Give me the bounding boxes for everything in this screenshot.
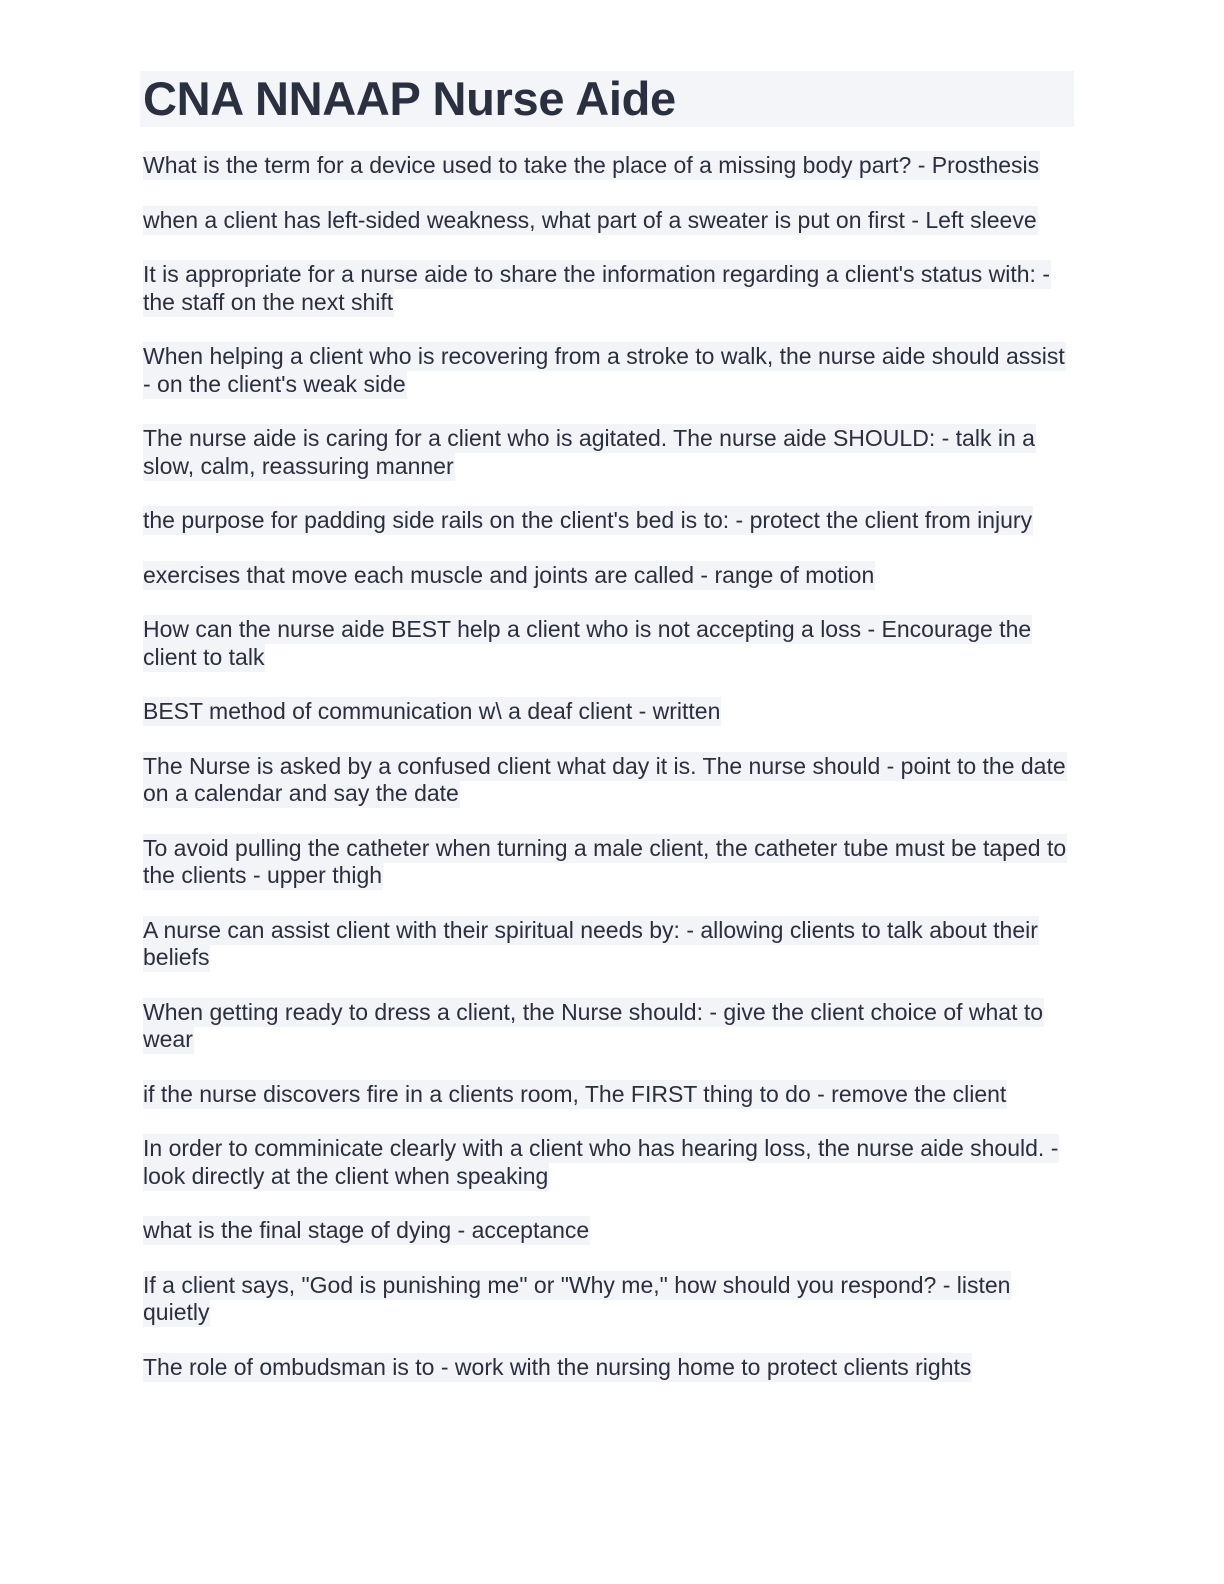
qa-text: The nurse aide is caring for a client who is agitated. The nurse aide SHOULD: - talk in a slow, calm, reassuring manner bbox=[143, 425, 1035, 479]
qa-text: A nurse can assist client with their spiritual needs by: - allowing clients to talk about their beliefs bbox=[143, 916, 1038, 970]
qa-item bbox=[143, 1135, 1073, 1190]
qa-text: If a client says, "God is punishing me" or "Why me," how should you respond? - listen quietly bbox=[143, 1271, 1011, 1325]
qa-text: exercises that move each muscle and joints are called - range of motion bbox=[143, 561, 875, 588]
qa-item bbox=[143, 562, 1073, 590]
qa-text: What is the term for a device used to take the place of a missing body part? - Prosthesis bbox=[143, 152, 1040, 178]
qa-item bbox=[143, 917, 1073, 972]
qa-text: To avoid pulling the catheter when turning a male client, the catheter tube must be taped to the clients - upper thigh bbox=[143, 834, 1067, 888]
qa-item bbox=[143, 425, 1073, 480]
qa-item bbox=[143, 1354, 1073, 1382]
qa-item bbox=[143, 698, 1073, 726]
qa-item bbox=[143, 343, 1073, 398]
qa-item bbox=[143, 1081, 1073, 1109]
qa-item bbox=[143, 753, 1073, 808]
qa-text: When getting ready to dress a client, the Nurse should: - give the client choice of what to wear bbox=[143, 998, 1044, 1052]
qa-text: When helping a client who is recovering from a stroke to walk, the nurse aide should assist - on the client's weak side bbox=[143, 343, 1065, 397]
qa-text: the purpose for padding side rails on the client's bed is to: - protect the client from injury bbox=[143, 507, 1033, 533]
qa-item bbox=[143, 152, 1073, 180]
qa-item bbox=[143, 1272, 1073, 1327]
qa-text: if the nurse discovers fire in a clients room, The FIRST thing to do - remove the client bbox=[143, 1080, 1007, 1107]
qa-item bbox=[143, 261, 1073, 316]
qa-item bbox=[143, 1217, 1073, 1245]
qa-text: The role of ombudsman is to - work with the nursing home to protect clients rights bbox=[143, 1353, 972, 1380]
qa-text: It is appropriate for a nurse aide to share the information regarding a client's status with: - the staff on the next shift bbox=[143, 261, 1050, 315]
document-page bbox=[140, 71, 1074, 1408]
qa-text: In order to comminicate clearly with a client who has hearing loss, the nurse aide should. - look directly at the client when speaking bbox=[143, 1135, 1059, 1189]
qa-item bbox=[143, 507, 1073, 535]
qa-text: The Nurse is asked by a confused client what day it is. The nurse should - point to the date on a calendar and say the date bbox=[143, 752, 1066, 806]
qa-item bbox=[143, 835, 1073, 890]
title-block bbox=[140, 71, 1074, 127]
qa-item bbox=[143, 616, 1073, 671]
qa-item bbox=[143, 999, 1073, 1054]
qa-text: when a client has left-sided weakness, what part of a sweater is put on first - Left sleeve bbox=[143, 206, 1037, 233]
qa-list bbox=[140, 152, 1074, 1381]
qa-text: what is the final stage of dying - acceptance bbox=[143, 1217, 590, 1243]
qa-text: How can the nurse aide BEST help a client who is not accepting a loss - Encourage the client to talk bbox=[143, 616, 1032, 670]
page-title: CNA NNAAP Nurse Aide bbox=[143, 72, 676, 125]
qa-item bbox=[143, 207, 1073, 235]
qa-text: BEST method of communication w\ a deaf client - written bbox=[143, 698, 721, 724]
